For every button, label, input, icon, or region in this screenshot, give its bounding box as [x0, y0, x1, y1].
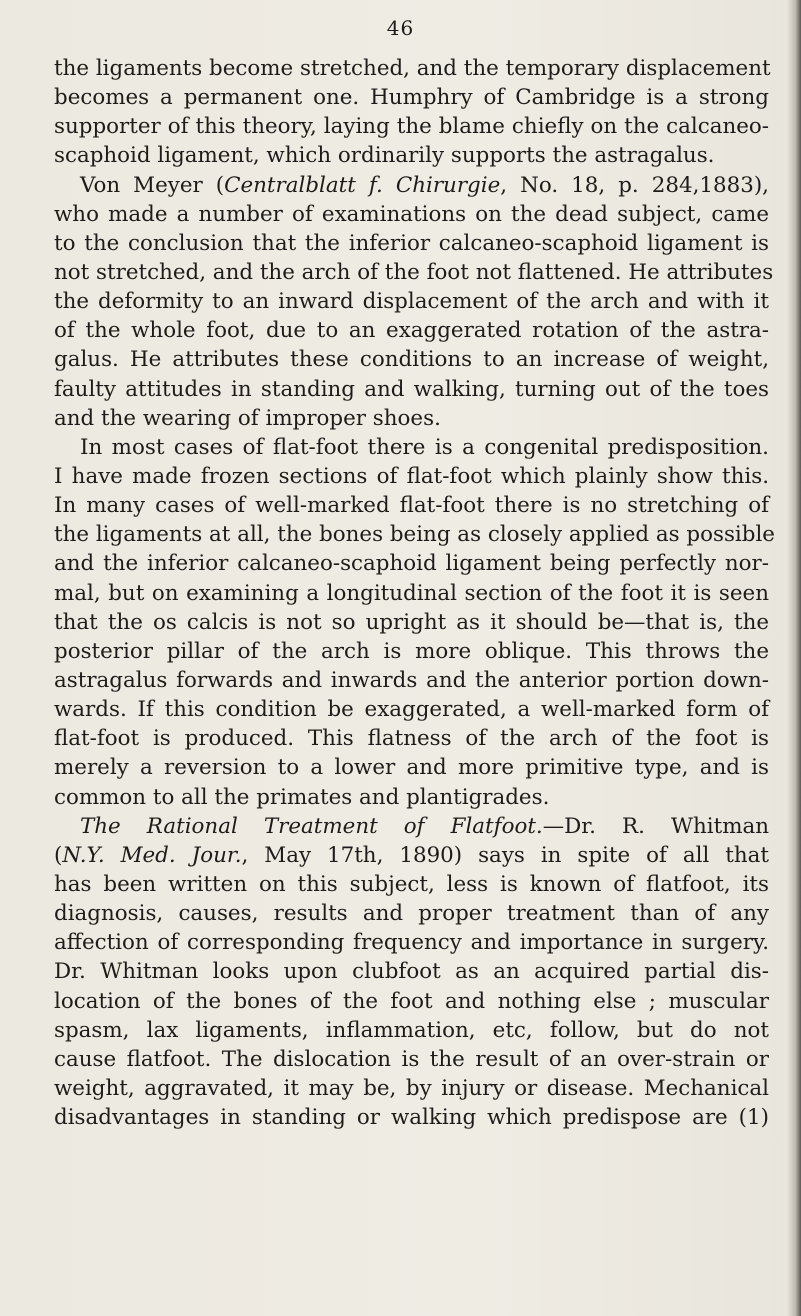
text-run: and the wearing of improper shoes. — [54, 405, 441, 431]
text-line — [54, 812, 769, 841]
text-line — [54, 579, 769, 608]
text-run: —Dr. R. Whitman — [542, 813, 770, 839]
text-run: galus. He attributes these conditions to an increase of weight, — [54, 347, 769, 373]
text-line — [54, 491, 769, 520]
text-run: not stretched, and the arch of the foot not flattened. He attributes — [54, 259, 774, 285]
text-run: In most cases of flat-foot there is a congenital predisposition. — [80, 434, 769, 460]
text-line — [54, 433, 769, 462]
text-line — [54, 141, 769, 170]
text-run: becomes a permanent one. Humphry of Cambridge is a strong — [54, 85, 769, 111]
text-line — [54, 229, 769, 258]
text-run: , May 17th, 1890) says in spite of all that — [241, 842, 769, 868]
text-run: location of the bones of the foot and nothing else ; muscular — [54, 988, 769, 1014]
text-run: disadvantages in standing or walking which predispose are (1) — [54, 1105, 769, 1131]
page-number: 46 — [386, 16, 415, 40]
text-run: ( — [54, 842, 63, 868]
text-run: astragalus forwards and inwards and the anterior portion down- — [54, 667, 769, 693]
text-run: merely a reversion to a lower and more primitive type, and is — [54, 755, 769, 781]
text-line — [54, 54, 769, 83]
page-edge-shadow — [787, 0, 801, 1316]
text-line — [54, 899, 769, 928]
text-run: affection of corresponding frequency and importance in surgery. — [54, 930, 769, 956]
text-run: scaphoid ligament, which ordinarily supports the astragalus. — [54, 143, 715, 169]
text-run: has been written on this subject, less is known of flatfoot, its — [54, 871, 769, 897]
text-line — [54, 520, 775, 549]
text-run: wards. If this condition be exaggerated, a well-marked form of — [54, 697, 769, 723]
text-line — [54, 637, 769, 666]
text-line — [54, 1016, 769, 1045]
text-line — [54, 375, 769, 404]
text-run: common to all the primates and plantigrades. — [54, 784, 550, 810]
text-line — [54, 83, 769, 112]
text-line — [54, 345, 769, 374]
text-run: the ligaments at all, the bones being as closely applied as possible — [54, 522, 775, 548]
text-line — [54, 695, 769, 724]
text-line — [54, 462, 769, 491]
text-run: who made a number of examinations on the dead subject, came — [54, 201, 769, 227]
text-run: Von Meyer ( — [80, 172, 225, 198]
text-line — [54, 171, 769, 200]
text-run: supporter of this theory, laying the blame chiefly on the calcaneo- — [54, 114, 769, 140]
text-line — [54, 1045, 769, 1074]
text-line — [54, 841, 769, 870]
text-line — [54, 666, 769, 695]
text-line — [54, 200, 769, 229]
text-line — [54, 724, 769, 753]
text-line — [54, 957, 769, 986]
text-run: I have made frozen sections of flat-foot which plainly show this. — [54, 463, 769, 489]
text-line — [54, 870, 769, 899]
text-line — [54, 287, 769, 316]
text-run: and the inferior calcaneo-scaphoid ligament being perfectly nor- — [54, 551, 769, 577]
text-run: Dr. Whitman looks upon clubfoot as an acquired partial dis- — [54, 959, 769, 985]
italic-text: The Rational Treatment of Flatfoot. — [80, 813, 543, 839]
text-line — [54, 928, 769, 957]
text-line — [54, 987, 769, 1016]
italic-text: N.Y. Med. Jour. — [62, 842, 242, 868]
body-text — [54, 54, 775, 1132]
text-line — [54, 608, 769, 637]
text-run: the ligaments become stretched, and the temporary displacement — [54, 56, 771, 81]
text-run: diagnosis, causes, results and proper treatment than of any — [54, 901, 769, 927]
text-line — [54, 1103, 769, 1132]
text-run: faulty attitudes in standing and walking, turning out of the toes — [54, 376, 769, 402]
text-line — [54, 404, 769, 433]
text-line — [54, 316, 769, 345]
text-line — [54, 549, 769, 578]
italic-text: Centralblatt f. Chirurgie — [224, 172, 501, 198]
text-run: flat-foot is produced. This flatness of the arch of the foot is — [54, 726, 769, 752]
text-line — [54, 112, 769, 141]
text-run: mal, but on examining a longitudinal section of the foot it is seen — [54, 580, 769, 606]
text-line — [54, 1074, 769, 1103]
text-run: of the whole foot, due to an exaggerated rotation of the astra- — [54, 318, 769, 344]
text-line — [54, 753, 769, 782]
text-run: weight, aggravated, it may be, by injury or disease. Mechanical — [54, 1075, 769, 1101]
text-run: the deformity to an inward displacement of the arch and with it — [54, 289, 769, 315]
text-run: spasm, lax ligaments, inflammation, etc, follow, but do not — [54, 1017, 769, 1043]
text-line — [54, 783, 769, 812]
text-line — [54, 258, 774, 287]
text-run: In many cases of well-marked flat-foot there is no stretching of — [54, 493, 769, 519]
text-run: to the conclusion that the inferior calcaneo-scaphoid ligament is — [54, 230, 769, 256]
text-run: that the os calcis is not so upright as it should be—that is, the — [54, 609, 769, 635]
text-run: posterior pillar of the arch is more oblique. This throws the — [54, 638, 769, 664]
text-run: cause flatfoot. The dislocation is the result of an over-strain or — [54, 1046, 769, 1072]
text-run: , No. 18, p. 284,1883), — [500, 172, 769, 198]
